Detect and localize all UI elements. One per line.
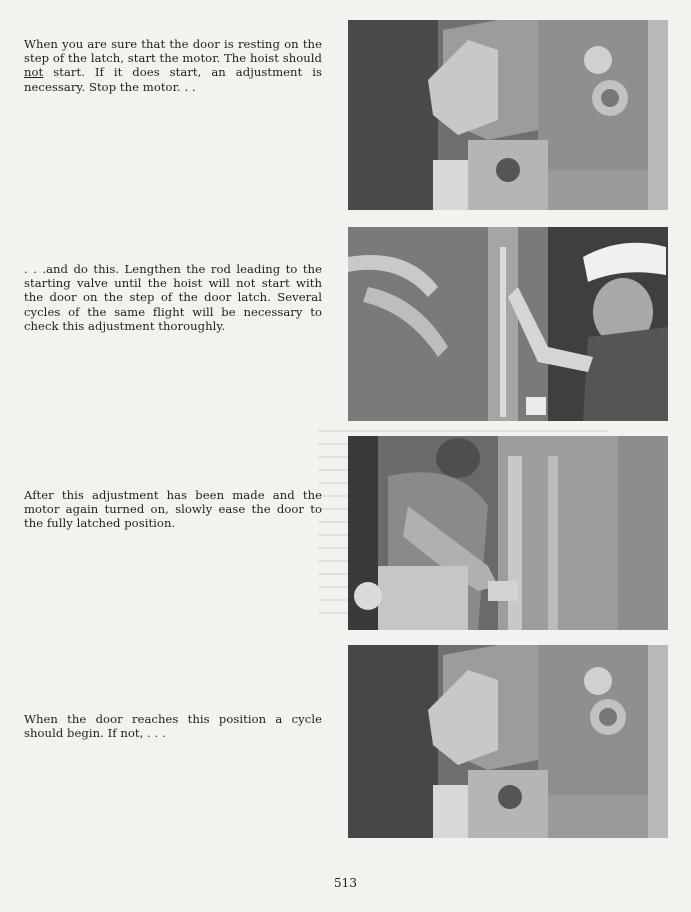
photo-door-latch-latched bbox=[348, 645, 668, 838]
paragraph-text-part: start. If it does start, an adjustment is necessary. Stop the motor. . . bbox=[24, 65, 322, 94]
photo-sailor-easing-door bbox=[348, 436, 668, 630]
paragraph-cycle-begin: When the door reaches this position a cycle should begin. If not, . . . bbox=[24, 712, 322, 741]
paragraph-start-motor bbox=[24, 37, 322, 94]
photo-door-latch-resting bbox=[348, 20, 668, 210]
paragraph-lengthen-rod: . . .and do this. Lengthen the rod leading to the starting valve until the hoist will not start with the door on the step of the door latch. Several cycles of the same flight will be necessary to check this adjustment thoroughly. bbox=[24, 262, 322, 333]
page-number: 513 bbox=[334, 876, 357, 890]
emphasized-word: not bbox=[24, 65, 44, 80]
photo-sailor-adjusting-rod bbox=[348, 227, 668, 421]
paragraph-text-part: When you are sure that the door is resting on the step of the latch, start the motor. The hoist should bbox=[24, 37, 322, 66]
paragraph-ease-door: After this adjustment has been made and the motor again turned on, slowly ease the door to the fully latched position. bbox=[24, 488, 322, 531]
